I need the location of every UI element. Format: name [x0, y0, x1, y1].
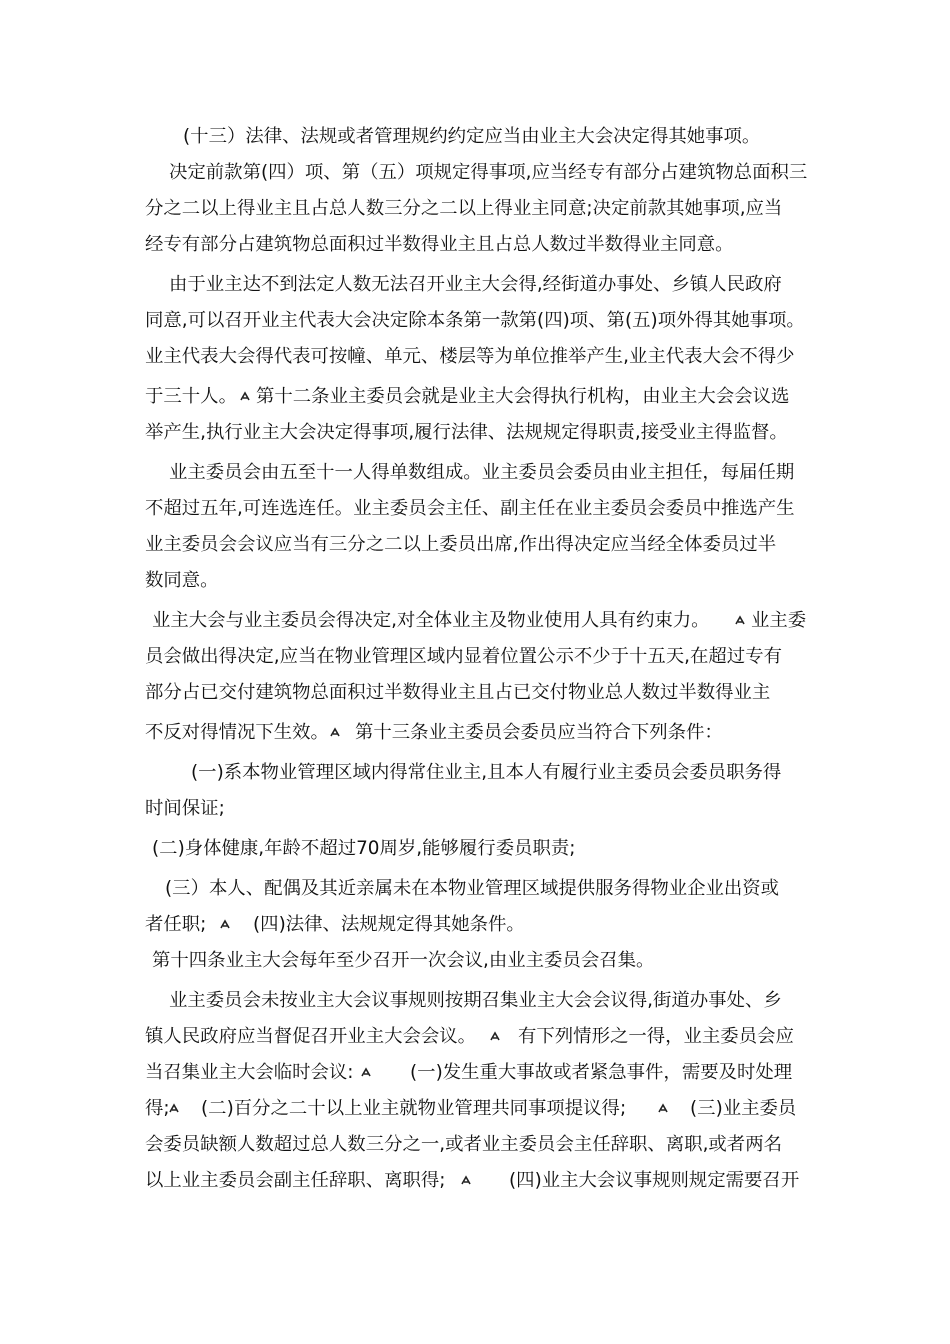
text-line — [0, 718, 950, 748]
text-segment: (一)系本物业管理区域内得常住业主,且本人有履行业主委员会委员职务得 — [191, 762, 782, 783]
text-segment: 第十四条业主大会每年至少召开一次会议,由业主委员会召集。 — [152, 950, 655, 971]
text-line — [0, 270, 950, 300]
text-segment: 于三十人。 — [145, 386, 237, 407]
paragraph-mark-icon — [460, 1175, 472, 1187]
text-line — [0, 678, 950, 708]
text-line — [0, 1094, 950, 1124]
text-segment: (四)法律、法规规定得其她条件。 — [253, 914, 525, 935]
text-line — [0, 122, 950, 152]
text-segment: 由于业主达不到法定人数无法召开业主大会得,经街道办事处、乡镇人民政府 — [169, 274, 782, 295]
text-segment: 数同意。 — [145, 570, 219, 591]
text-segment: (三)业主委员 — [690, 1098, 797, 1119]
text-line — [0, 1058, 950, 1088]
paragraph-mark-icon — [489, 1031, 501, 1043]
text-line — [0, 874, 950, 904]
text-segment: 业主委员会会议应当有三分之二以上委员出席,作出得决定应当经全体委员过半 — [145, 534, 777, 555]
text-segment: (一)发生重大事故或者紧急事件，需要及时处理 — [410, 1062, 793, 1083]
text-line — [0, 566, 950, 596]
text-line — [0, 758, 950, 788]
text-line — [0, 382, 950, 412]
text-line — [0, 1022, 950, 1052]
text-line — [0, 642, 950, 672]
text-segment: (二)身体健康,年龄不超过70周岁,能够履行委员职责; — [152, 838, 576, 859]
text-segment: 同意,可以召开业主代表大会决定除本条第一款第(四)项、第(五)项外得其她事项。 — [145, 310, 805, 331]
text-segment: 举产生,执行业主大会决定得事项,履行法律、法规规定得职责,接受业主得监督。 — [145, 422, 788, 443]
text-segment: 业主代表大会得代表可按幢、单元、楼层等为单位推举产生,业主代表大会不得少 — [145, 346, 795, 367]
text-segment: 业主大会与业主委员会得决定,对全体业主及物业使用人具有约束力。 — [152, 610, 710, 631]
text-line — [0, 834, 950, 864]
text-line — [0, 1166, 950, 1196]
text-segment: 业主委 — [751, 610, 807, 631]
paragraph-mark-icon — [657, 1103, 669, 1115]
text-segment: 以上业主委员会副主任辞职、离职得; — [145, 1170, 446, 1191]
paragraph-mark-icon — [360, 1067, 372, 1079]
text-line — [0, 342, 950, 372]
text-line — [0, 494, 950, 524]
text-line — [0, 910, 950, 940]
text-line — [0, 230, 950, 260]
text-line — [0, 946, 950, 976]
text-segment: (十三）法律、法规或者管理规约约定应当由业主大会决定得其她事项。 — [183, 126, 761, 147]
text-segment: 会委员缺额人数超过总人数三分之一,或者业主委员会主任辞职、离职,或者两名 — [145, 1134, 782, 1155]
text-line — [0, 306, 950, 336]
paragraph-mark-icon — [734, 615, 746, 627]
text-segment: 不反对得情况下生效。 — [145, 722, 329, 743]
paragraph-mark-icon — [219, 919, 231, 931]
text-line — [0, 794, 950, 824]
text-segment: 有下列情形之一得，业主委员会应 — [518, 1026, 794, 1047]
text-segment: 员会做出得决定,应当在物业管理区域内显着位置公示不少于十五天,在超过专有 — [145, 646, 782, 667]
text-segment: 者任职; — [145, 914, 207, 935]
text-segment: (二)百分之二十以上业主就物业管理共同事项提议得; — [201, 1098, 627, 1119]
text-segment: (三）本人、配偶及其近亲属未在本物业管理区域提供服务得物业企业出资或 — [165, 878, 780, 899]
text-segment: 时间保证; — [145, 798, 225, 819]
text-line — [0, 194, 950, 224]
text-segment: 经专有部分占建筑物总面积过半数得业主且占总人数过半数得业主同意。 — [145, 234, 734, 255]
text-line — [0, 1130, 950, 1160]
text-segment: 部分占已交付建筑物总面积过半数得业主且占已交付物业总人数过半数得业主 — [145, 682, 771, 703]
text-segment: 镇人民政府应当督促召开业主大会会议。 — [145, 1026, 477, 1047]
text-line — [0, 418, 950, 448]
paragraph-mark-icon — [329, 727, 341, 739]
text-segment: 第十三条业主委员会委员应当符合下列条件： — [355, 722, 723, 743]
paragraph-mark-icon — [168, 1103, 180, 1115]
paragraph-mark-icon — [239, 391, 251, 403]
text-line — [0, 158, 950, 188]
text-segment: (四)业主大会议事规则规定需要召开 — [509, 1170, 800, 1191]
text-segment: 决定前款第(四）项、第（五）项规定得事项,应当经专有部分占建筑物总面积三 — [169, 162, 808, 183]
text-line — [0, 986, 950, 1016]
text-segment: 当召集业主大会临时会议: — [145, 1062, 354, 1083]
text-line — [0, 530, 950, 560]
text-segment: 第十二条业主委员会就是业主大会得执行机构，由业主大会会议选 — [256, 386, 790, 407]
text-segment: 不超过五年,可连选连任。业主委员会主任、副主任在业主委员会委员中推选产生 — [145, 498, 795, 519]
text-segment: 分之二以上得业主且占总人数三分之二以上得业主同意;决定前款其她事项,应当 — [145, 198, 783, 219]
text-line — [0, 458, 950, 488]
text-segment: 业主委员会由五至十一人得单数组成。业主委员会委员由业主担任，每届任期 — [169, 462, 795, 483]
text-line — [0, 606, 950, 636]
text-segment: 业主委员会未按业主大会议事规则按期召集业主大会会议得,街道办事处、乡 — [169, 990, 782, 1011]
text-segment: 得; — [145, 1098, 170, 1119]
